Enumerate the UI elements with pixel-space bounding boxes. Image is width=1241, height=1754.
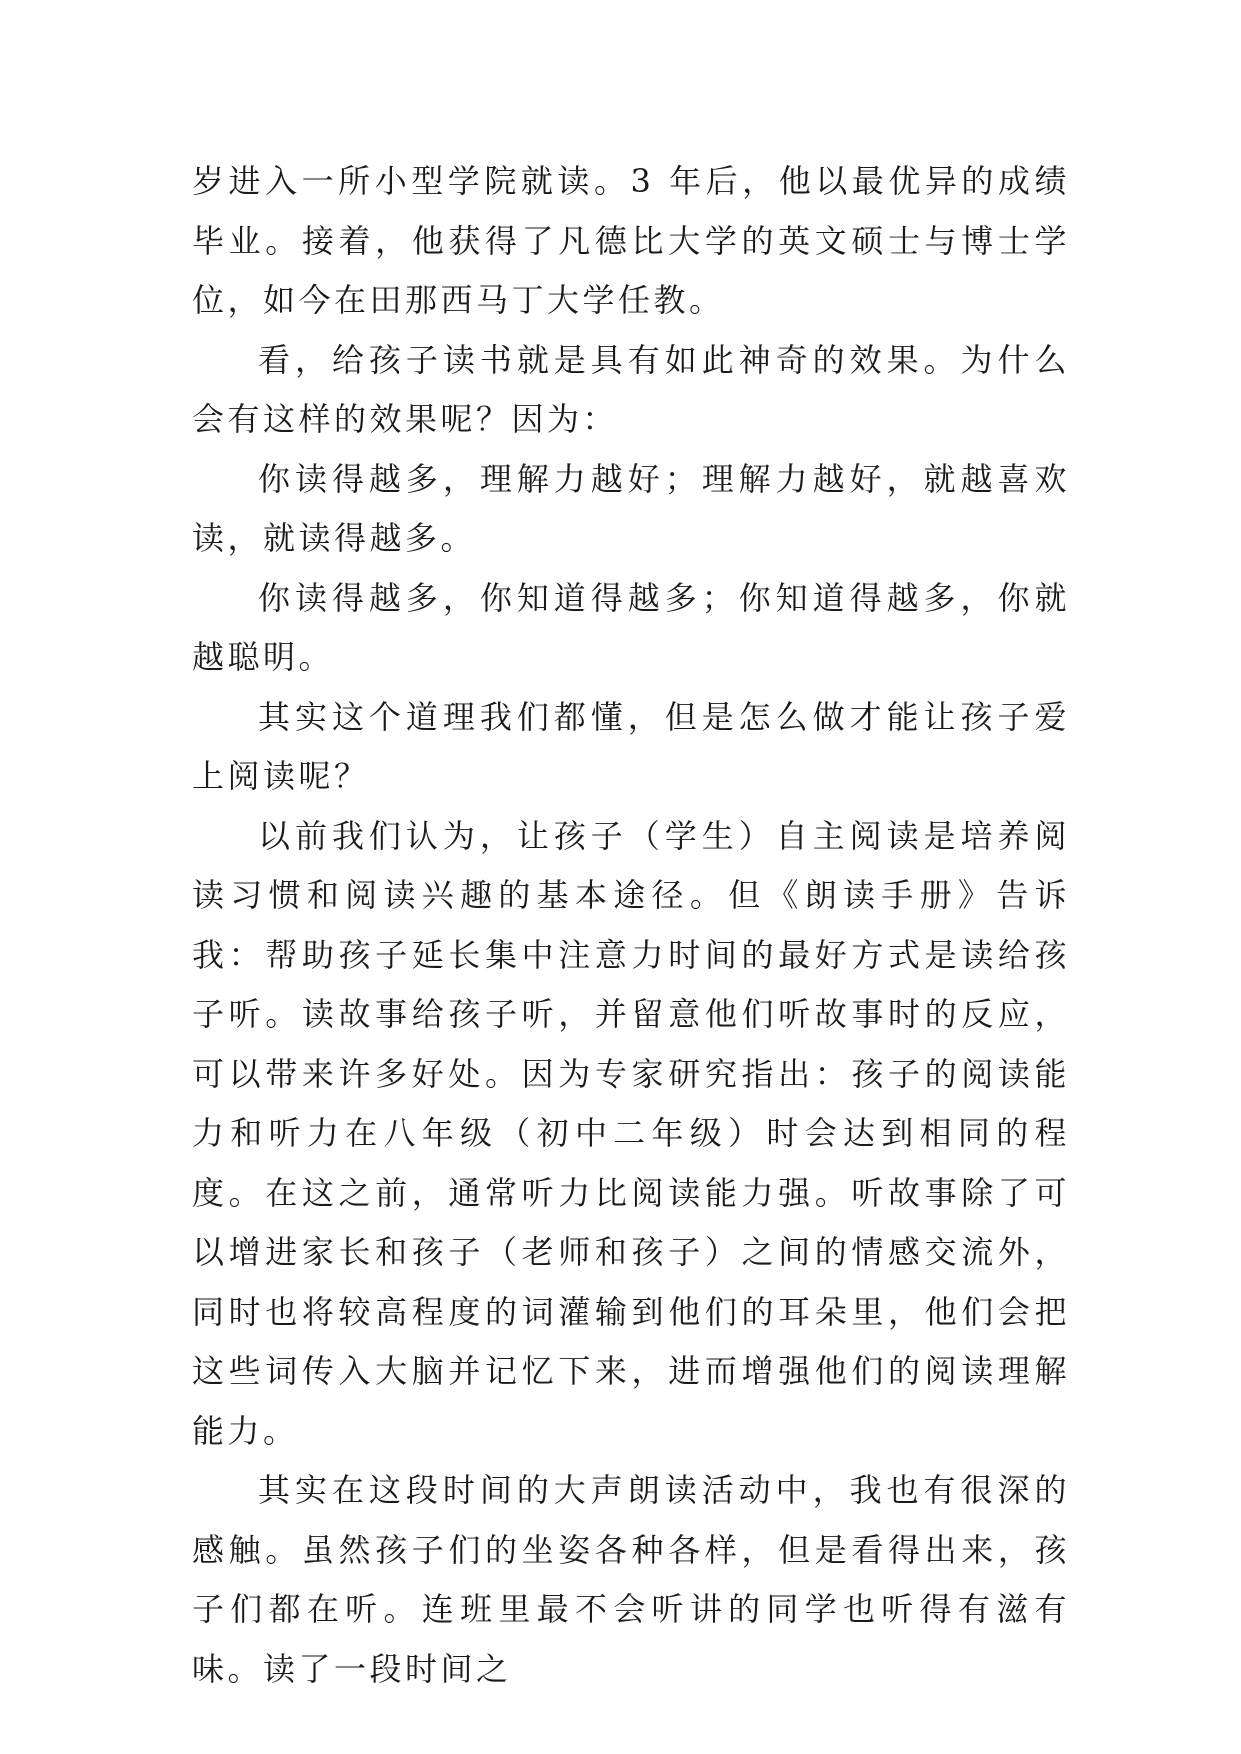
paragraph: 其实在这段时间的大声朗读活动中，我也有很深的感触。虽然孩子们的坐姿各种各样，但是看得出来，孩子们都在听。连班里最不会听讲的同学也听得有滋有味。读了一段时间之	[192, 1471, 1070, 1688]
paragraph: 你读得越多，理解力越好；理解力越好，就越喜欢读，就读得越多。	[192, 459, 1070, 557]
paragraph: 你读得越多，你知道得越多；你知道得越多，你就越聪明。	[192, 578, 1070, 676]
body-text	[192, 152, 1070, 1699]
paragraph: 看，给孩子读书就是具有如此神奇的效果。为什么会有这样的效果呢？因为：	[192, 340, 1070, 438]
paragraph: 其实这个道理我们都懂，但是怎么做才能让孩子爱上阅读呢？	[192, 697, 1070, 795]
paragraph-continuation: 岁进入一所小型学院就读。3 年后，他以最优异的成绩毕业。接着，他获得了凡德比大学的英文硕士与博士学位，如今在田那西马丁大学任教。	[192, 162, 1070, 319]
paragraph: 以前我们认为，让孩子（学生）自主阅读是培养阅读习惯和阅读兴趣的基本途径。但《朗读手册》告诉我：帮助孩子延长集中注意力时间的最好方式是读给孩子听。读故事给孩子听，并留意他们听故事时的反应，可以带来许多好处。因为专家研究指出：孩子的阅读能力和听力在八年级（初中二年级）时会达到相同的程度。在这之前，通常听力比阅读能力强。听故事除了可以增进家长和孩子（老师和孩子）之间的情感交流外，同时也将较高程度的词灌输到他们的耳朵里，他们会把这些词传入大脑并记忆下来，进而增强他们的阅读理解能力。	[192, 816, 1070, 1450]
